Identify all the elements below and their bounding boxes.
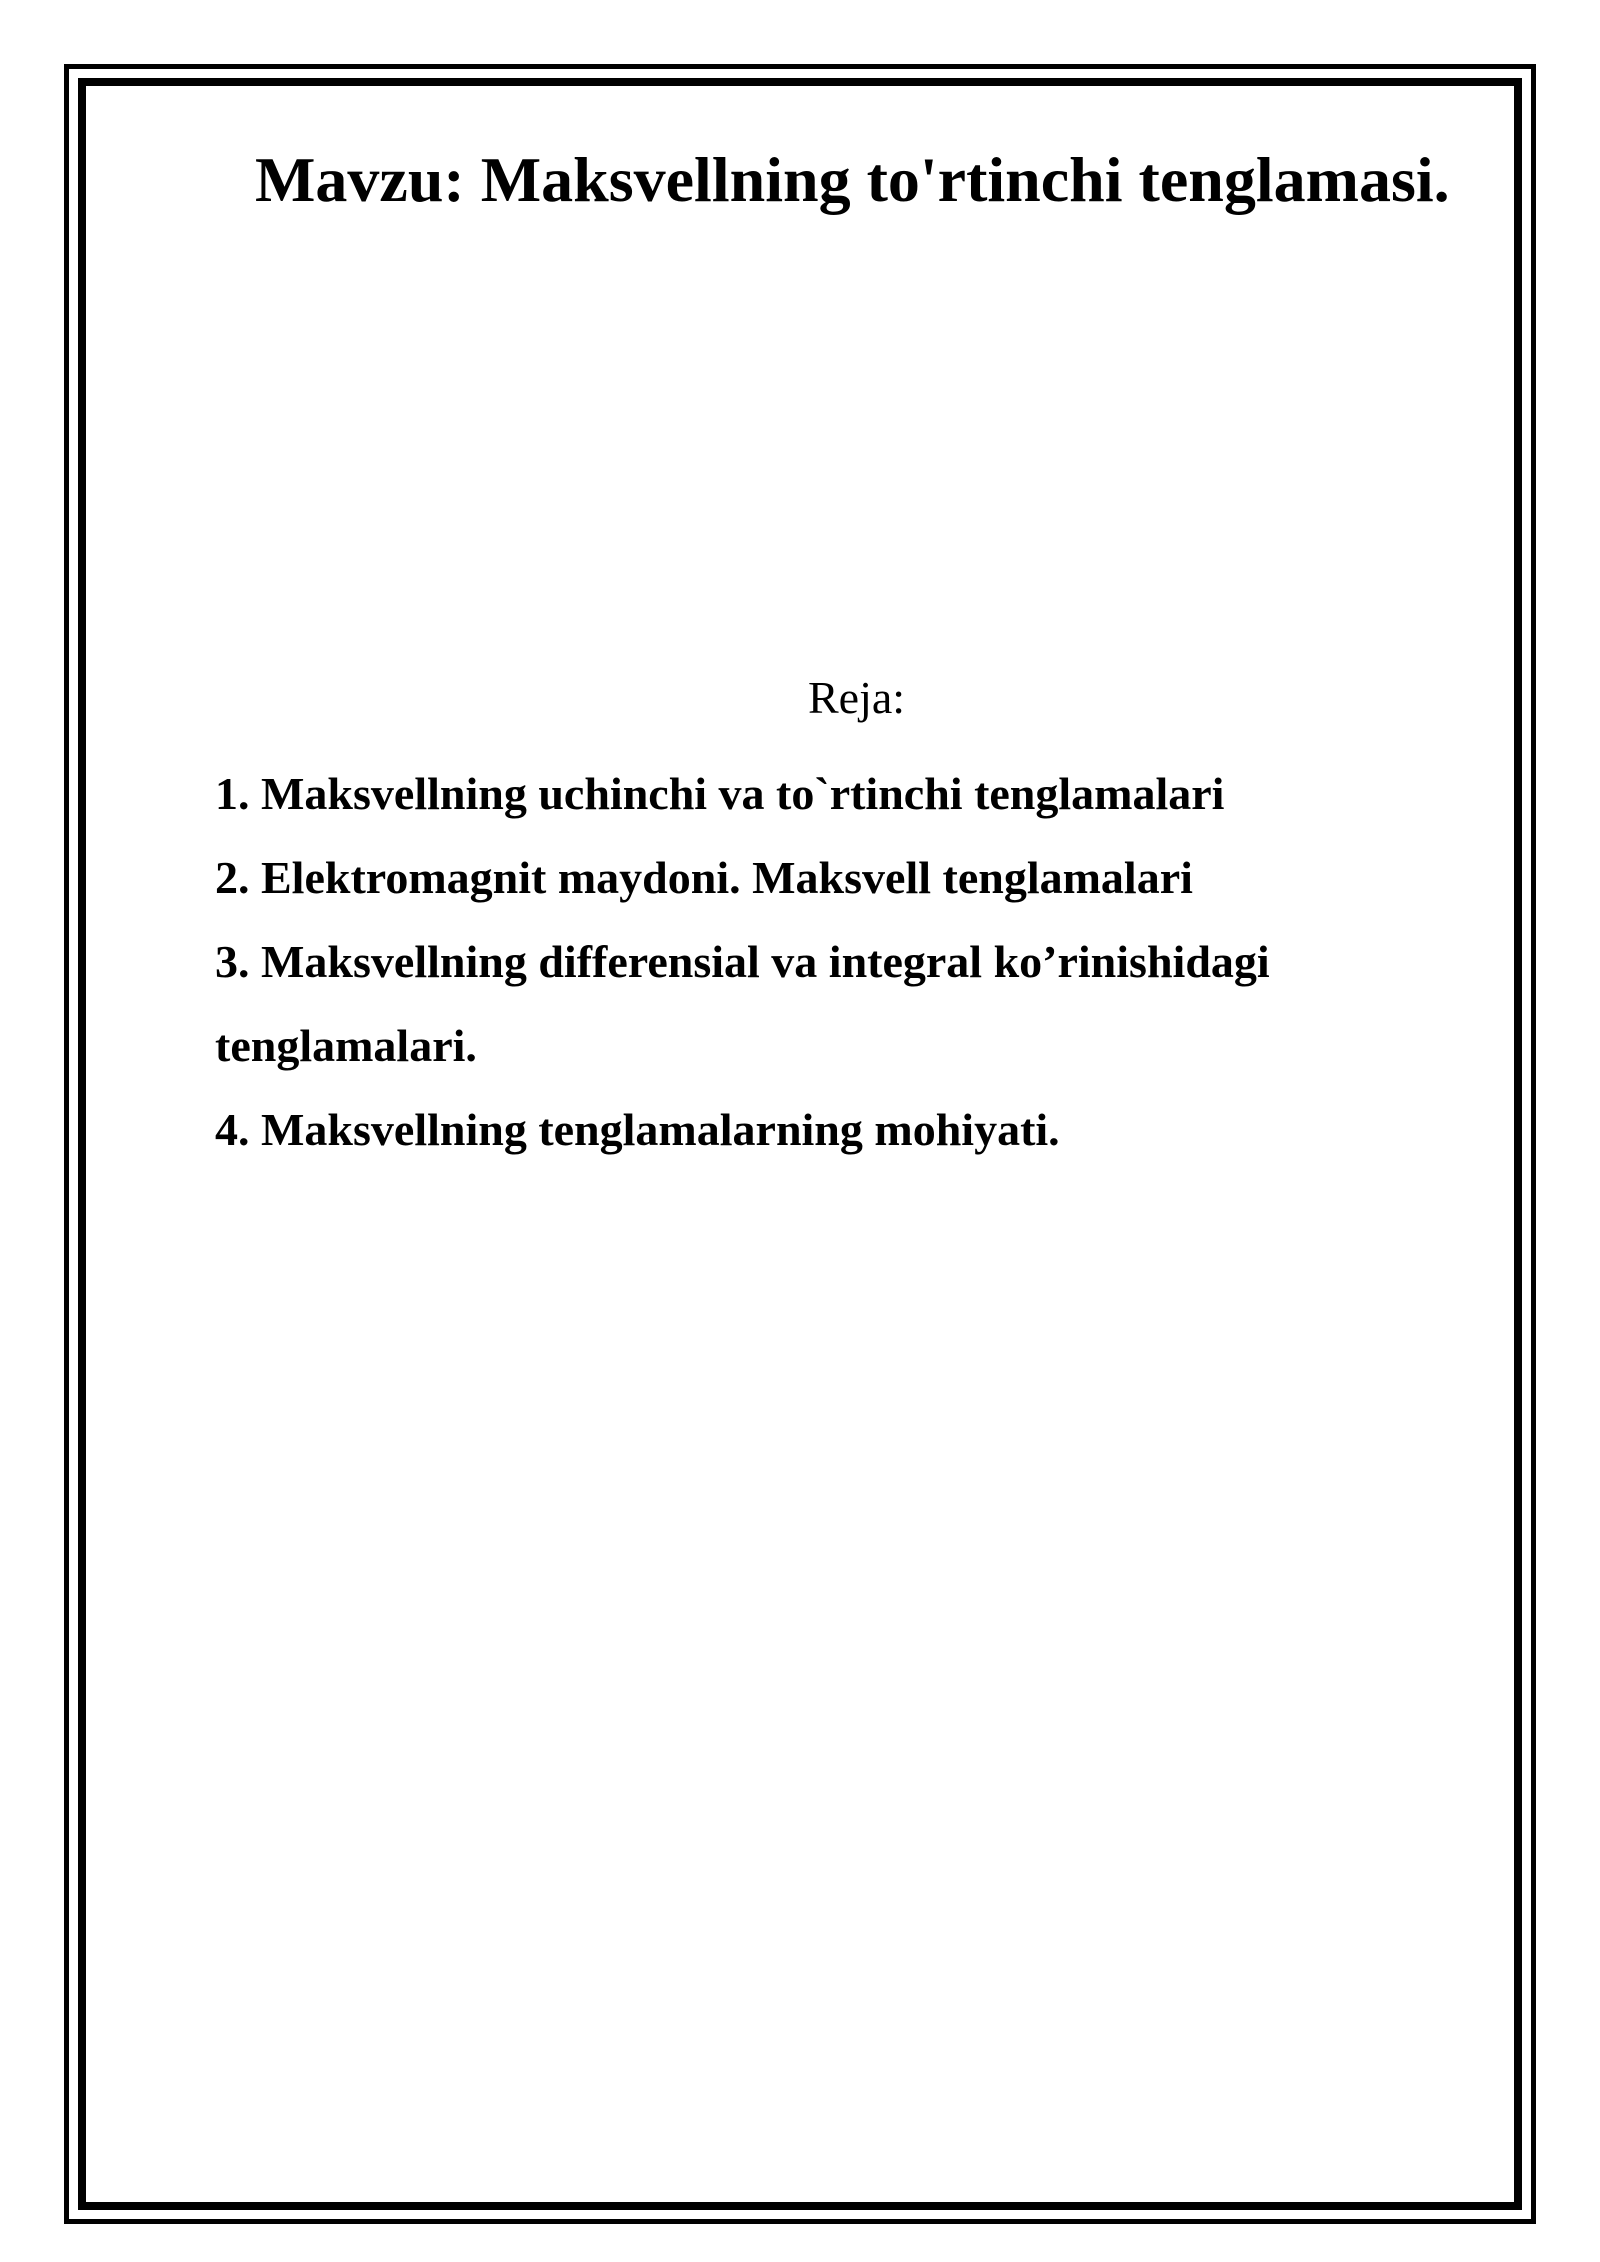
document-title: Mavzu: Maksvellning to'rtinchi tenglamasi. bbox=[255, 144, 1450, 215]
plan-heading: Reja: bbox=[808, 672, 906, 723]
plan-line: tenglamalari. bbox=[215, 1020, 477, 1071]
plan-line: 3. Maksvellning differensial va integral ko’rinishidagi bbox=[215, 936, 1270, 987]
plan-line: 4. Maksvellning tenglamalarning mohiyati. bbox=[215, 1104, 1060, 1155]
plan-line: 1. Maksvellning uchinchi va to`rtinchi tenglamalari bbox=[215, 768, 1225, 819]
plan-line: 2. Elektromagnit maydoni. Maksvell tenglamalari bbox=[215, 852, 1193, 903]
plan-list bbox=[215, 752, 1395, 1172]
